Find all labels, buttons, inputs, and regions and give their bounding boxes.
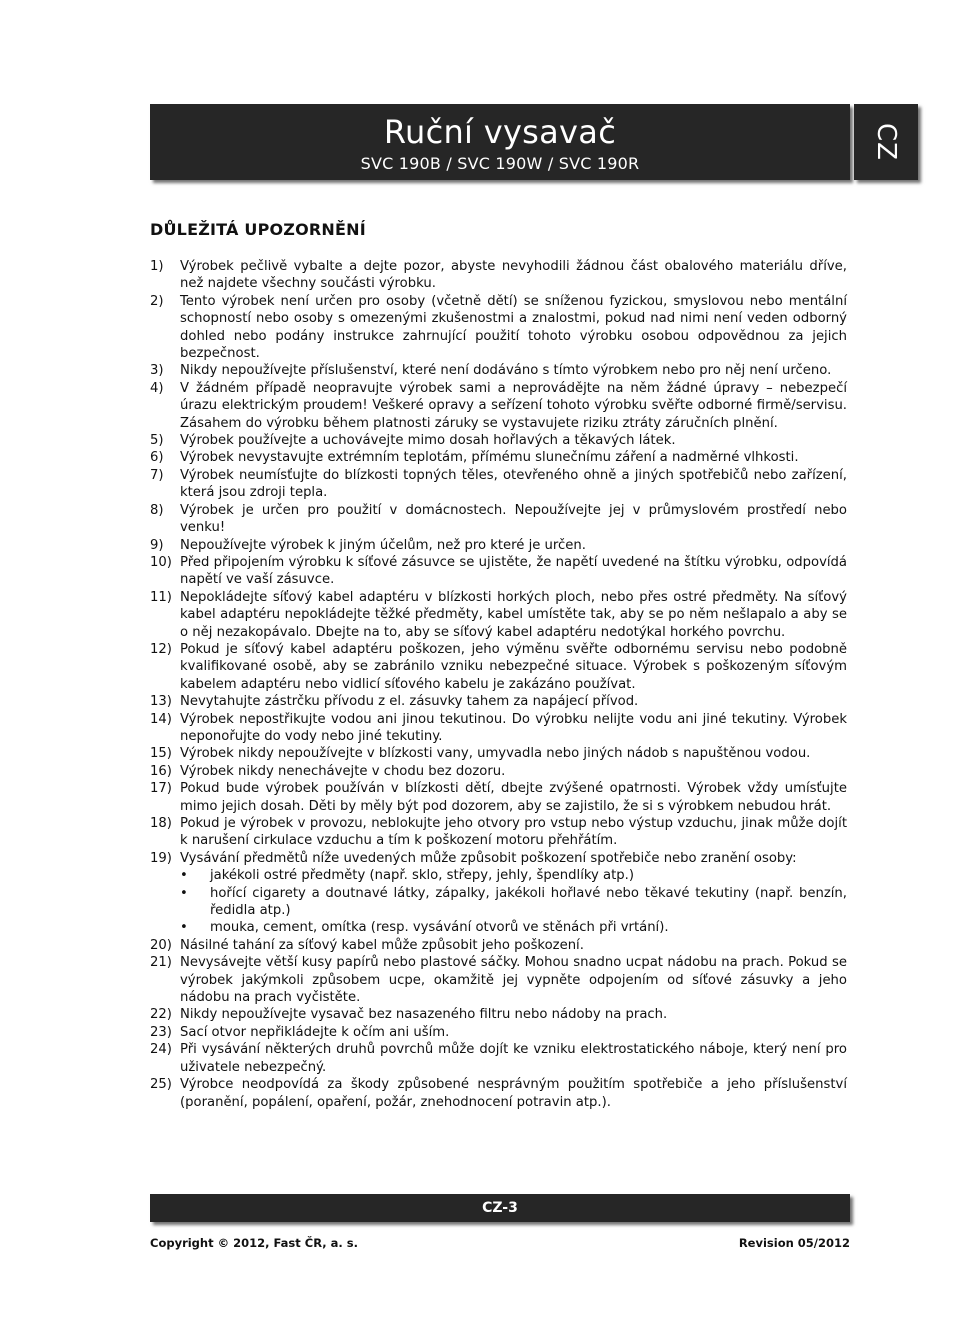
item-text: Nevysávejte větší kusy papírů nebo plastové sáčky. Mohou snadno ucpat nádobu na prach. Pokud se výrobek jakýmkoli způsobem ucpe, okamžitě jej vypněte odpojením od síťové zásuvky a jeho nádobu na prach vyčistěte. (180, 955, 847, 1006)
list-item (150, 502, 847, 537)
item-number: 20) (150, 937, 172, 953)
item-number: 3) (150, 363, 164, 379)
list-item (150, 1041, 847, 1076)
bullet-item (180, 919, 847, 936)
item-text: Nikdy nepoužívejte vysavač bez nasazeného filtru nebo nádoby na prach. (180, 1007, 668, 1023)
item-number: 8) (150, 502, 164, 518)
item-text: Výrobek používejte a uchovávejte mimo dosah hořlavých a těkavých látek. (180, 433, 676, 449)
list-item (150, 1076, 847, 1111)
item-number: 4) (150, 380, 164, 396)
item-number: 24) (150, 1042, 172, 1058)
item-number: 14) (150, 711, 172, 727)
item-text: Výrobek nikdy nepoužívejte v blízkosti vany, umyvadla nebo jiných nádob s napuštěnou vodou. (180, 746, 811, 762)
document-title: Ruční vysavač (383, 113, 617, 151)
item-text: Pokud je síťový kabel adaptéru poškozen, jeho výměnu svěřte odbornému servisu nebo podobně kvalifikované osobě, aby se zabránilo vzniku nebezpečné situace. Výrobek s poškozeným síťovým kabelem adaptéru nebo vidlicí síťového kabelu je zakázáno používat. (180, 641, 847, 692)
item-text: Výrobce neodpovídá za škody způsobené nesprávným použitím spotřebiče a jeho příslušenství (poranění, popálení, opaření, požár, znehodnocení potravin atp.). (180, 1077, 847, 1110)
item-number: 16) (150, 763, 172, 779)
header-bar (150, 104, 850, 180)
item-number: 15) (150, 746, 172, 762)
item-text: Před připojením výrobku k síťové zásuvce se ujistěte, že napětí uvedené na štítku výrobku, odpovídá napětí ve vaší zásuvce. (180, 554, 847, 588)
list-item (150, 1006, 847, 1023)
item-text: Nevytahujte zástrčku přívodu z el. zásuvky tahem za napájecí přívod. (180, 694, 639, 710)
section-title: DŮLEŽITÁ UPOZORNĚNÍ (150, 220, 366, 239)
list-item (150, 815, 847, 850)
item-number: 13) (150, 694, 172, 710)
item-number: 11) (150, 589, 172, 605)
item-text: Nepoužívejte výrobek k jiným účelům, než pro které je určen. (180, 537, 586, 553)
item-number: 19) (150, 850, 172, 866)
item-number: 2) (150, 293, 164, 309)
item-number: 25) (150, 1077, 172, 1093)
list-item (150, 537, 847, 554)
item-number: 9) (150, 537, 164, 553)
list-item (150, 763, 847, 780)
list-item (150, 780, 847, 815)
list-item (150, 1024, 847, 1041)
item-text: Pokud bude výrobek používán v blízkosti dětí, dbejte zvýšené opatrnosti. Výrobek vždy umísťujte mimo jejich dosah. Děti by měly být pod dozorem, aby se zajistilo, že si s výrobkem nebudou hrát. (180, 781, 847, 814)
bullet-text: hořící cigarety a doutnavé látky, zápalky, jakékoli hořlavé nebo těkavé tekutiny (např. benzín, ředidla atp.) (210, 885, 847, 919)
item-number: 17) (150, 781, 172, 797)
item-text: Vysávání předmětů níže uvedených může způsobit poškození spotřebiče nebo zranění osoby: (180, 850, 797, 866)
list-item (150, 641, 847, 693)
warnings-list (150, 258, 847, 1111)
list-item (150, 293, 847, 363)
item-number: 10) (150, 554, 172, 570)
page-number-bar (150, 1194, 850, 1222)
item-text: Při vysávání některých druhů povrchů může dojít ke vzniku elektrostatického náboje, který není pro uživatele nebezpečný. (180, 1042, 847, 1075)
language-tab (854, 104, 918, 180)
list-item (150, 432, 847, 449)
list-item (150, 362, 847, 379)
item-text: Výrobek nikdy nenechávejte v chodu bez dozoru. (180, 763, 506, 779)
bullet-text: jakékoli ostré předměty (např. sklo, střepy, jehly, špendlíky atp.) (210, 868, 634, 884)
bullet-item (180, 885, 847, 920)
item-number: 12) (150, 641, 172, 657)
item-text: Pokud je výrobek v provozu, neblokujte jeho otvory pro vstup nebo výstup vzduchu, jinak může dojít k narušení cirkulace vzduchu a tím k poškození motoru přehřátím. (180, 816, 847, 849)
item-number: 21) (150, 955, 172, 971)
page-number: CZ-3 (482, 1200, 518, 1216)
list-item (150, 693, 847, 710)
bullet: • (180, 868, 188, 884)
list-item (150, 937, 847, 954)
item-text: Nikdy nepoužívejte příslušenství, které není dodáváno s tímto výrobkem nebo pro něj není určeno. (180, 363, 832, 379)
list-item (150, 380, 847, 432)
item-text: Nepokládejte síťový kabel adaptéru v blízkosti horkých ploch, nebo přes ostré předměty. Na síťový kabel adaptéru nepokládejte těžké předměty, kabel umístěte tak, aby se po něm nešlapalo a aby se o něj nezakopávalo. Dbejte na to, aby se síťový kabel adaptéru nedotýkal horkého povrchu. (180, 589, 847, 640)
item-number: 18) (150, 816, 172, 831)
list-item (150, 954, 847, 1006)
list-item (150, 449, 847, 466)
bullet: • (180, 920, 188, 936)
item-number: 6) (150, 450, 164, 466)
language-code: CZ (871, 123, 901, 161)
list-item (150, 554, 847, 589)
item-number: 23) (150, 1024, 172, 1040)
item-text: V žádném případě neopravujte výrobek sami a neprovádějte na něm žádné úpravy – nebezpečí úrazu elektrickým proudem! Veškeré opravy a seřízení tohoto výrobku svěřte odborné firmě/servisu. Zásahem do výrobku během platnosti záruky se vystavujete riziku ztráty záručních plnění. (180, 380, 847, 431)
item-text: Výrobek je určen pro použití v domácnostech. Nepoužívejte jej v průmyslovém prostředí nebo venku! (180, 502, 847, 536)
revision: Revision 05/2012 (738, 1236, 850, 1250)
bullet-text: mouka, cement, omítka (resp. vysávání otvorů ve stěnách při vrtání). (210, 920, 669, 936)
model-numbers: SVC 190B / SVC 190W / SVC 190R (360, 154, 640, 173)
item-number: 5) (150, 433, 164, 449)
item-text: Tento výrobek není určen pro osoby (včetně dětí) se sníženou fyzickou, smyslovou nebo mentální schopností nebo osoby s omezenými zkušenostmi a znalostmi, pokud nad nimi není veden odborný dohled nebo podány instrukce zahrnující použití tohoto výrobku osobou odpovědnou za jejich bezpečnost. (180, 293, 847, 362)
list-item (150, 589, 847, 641)
list-item (150, 867, 847, 937)
item-number: 7) (150, 467, 164, 483)
item-text: Výrobek nepostřikujte vodou ani jinou tekutinou. Do výrobku nelijte vodu ani jiné tekutiny. Výrobek neponořujte do vody nebo jiné tekutiny. (180, 711, 847, 744)
list-item (150, 711, 847, 746)
item-text: Sací otvor nepřikládejte k očím ani uším. (180, 1024, 450, 1040)
item-number: 22) (150, 1007, 172, 1023)
list-item (150, 745, 847, 762)
list-item (150, 258, 847, 293)
list-item (150, 467, 847, 502)
item-text: Výrobek neumísťujte do blízkosti topných těles, otevřeného ohně a jiných spotřebičů nebo zařízení, která jsou zdroji tepla. (180, 467, 847, 501)
item-text: Výrobek nevystavujte extrémním teplotám, přímému slunečnímu záření a nadměrné vlhkosti. (180, 450, 799, 466)
bullet-item (180, 867, 847, 884)
item-text: Násilné tahání za síťový kabel může způsobit jeho poškození. (180, 937, 584, 953)
copyright: Copyright © 2012, Fast ČR, a. s. (150, 1236, 358, 1250)
item-text: Výrobek pečlivě vybalte a dejte pozor, abyste nevyhodili žádnou část obalového materiálu dříve, než najdete všechny součásti výrobku. (180, 259, 847, 292)
item-number: 1) (150, 259, 164, 274)
list-item (150, 850, 847, 867)
bullet: • (180, 885, 188, 901)
